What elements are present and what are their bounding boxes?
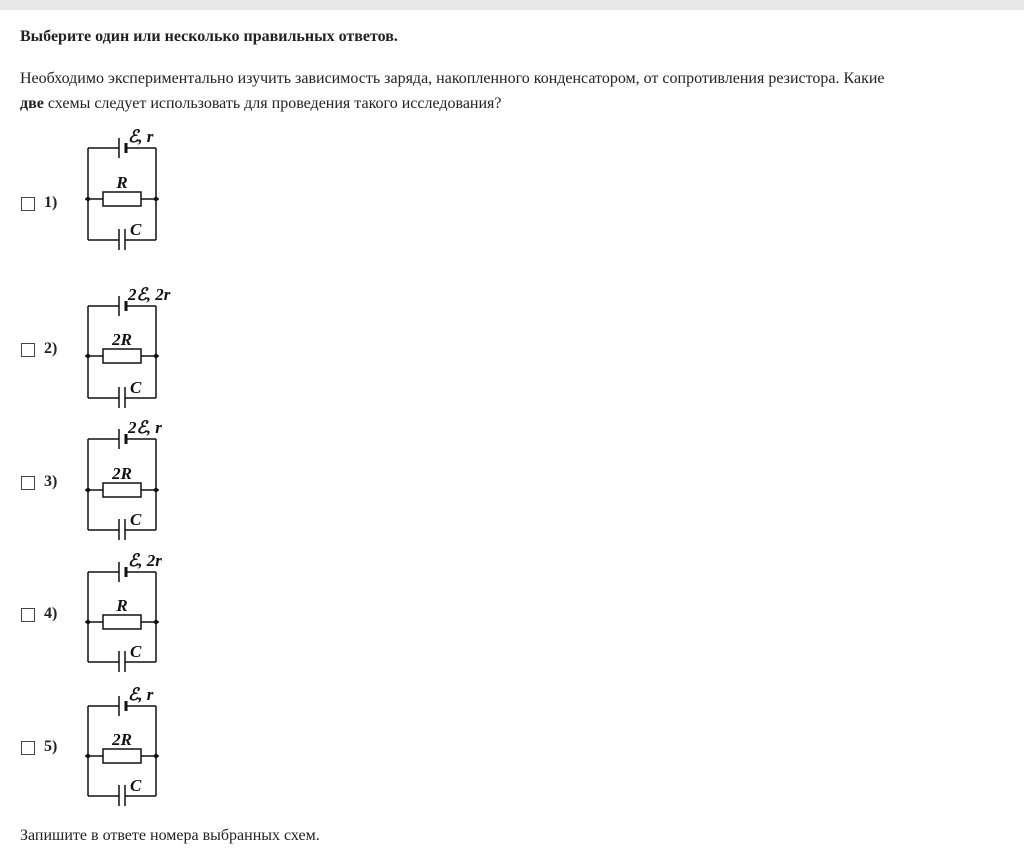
option-checkbox[interactable] [21, 741, 35, 755]
question-emphasis: две [20, 95, 44, 112]
junction-dot-left [86, 754, 90, 758]
option-number: 1) [44, 194, 58, 211]
top-bar [0, 0, 1024, 10]
resistor-body [103, 349, 141, 363]
answer-instruction: Запишите в ответе номера выбранных схем. [20, 827, 320, 844]
resistor-body [103, 615, 141, 629]
junction-dot-left [86, 197, 90, 201]
junction-dot-right [154, 754, 158, 758]
capacitor-label: C [130, 642, 142, 661]
source-label: 2ℰ, r [128, 418, 162, 437]
resistor-label: 2R [112, 330, 132, 349]
circuit-diagram [66, 418, 186, 545]
capacitor-label: C [130, 378, 142, 397]
resistor-body [103, 749, 141, 763]
circuit-svg [66, 284, 186, 408]
junction-dot-left [86, 354, 90, 358]
junction-dot-right [154, 197, 158, 201]
resistor-label: 2R [112, 730, 132, 749]
option-checkbox[interactable] [21, 197, 35, 211]
source-label: ℰ, r [128, 128, 154, 146]
option-number: 5) [44, 738, 58, 755]
source-label: ℰ, 2r [128, 551, 162, 570]
source-label: 2ℰ, 2r [128, 285, 171, 304]
resistor-body [103, 192, 141, 206]
option-number: 3) [44, 473, 58, 490]
task-heading: Выберите один или несколько правильных ответов. [20, 28, 398, 45]
circuit-svg [66, 418, 186, 540]
circuit-diagram [66, 684, 186, 811]
question-part-1: Необходимо экспериментально изучить зависимость заряда, накопленного конденсатором, от сопротивления резистора. Какие [20, 70, 885, 87]
circuit-diagram [66, 284, 186, 413]
circuit-svg [66, 684, 186, 806]
option-checkbox[interactable] [21, 476, 35, 490]
junction-dot-left [86, 620, 90, 624]
circuit-svg [66, 550, 186, 672]
junction-dot-right [154, 620, 158, 624]
option-number: 4) [44, 605, 58, 622]
capacitor-label: C [130, 510, 142, 529]
junction-dot-left [86, 488, 90, 492]
resistor-label: R [116, 596, 128, 615]
option-number: 2) [44, 340, 58, 357]
circuit-diagram [66, 128, 186, 255]
option-checkbox[interactable] [21, 608, 35, 622]
capacitor-label: C [130, 220, 142, 239]
capacitor-label: C [130, 776, 142, 795]
question-text [20, 66, 1010, 116]
source-label: ℰ, r [128, 685, 154, 704]
question-part-2: схемы следует использовать для проведения такого исследования? [47, 95, 502, 112]
resistor-label: R [116, 173, 128, 192]
junction-dot-right [154, 488, 158, 492]
resistor-body [103, 483, 141, 497]
circuit-svg [66, 128, 186, 250]
option-checkbox[interactable] [21, 343, 35, 357]
junction-dot-right [154, 354, 158, 358]
resistor-label: 2R [112, 464, 132, 483]
circuit-diagram [66, 550, 186, 677]
